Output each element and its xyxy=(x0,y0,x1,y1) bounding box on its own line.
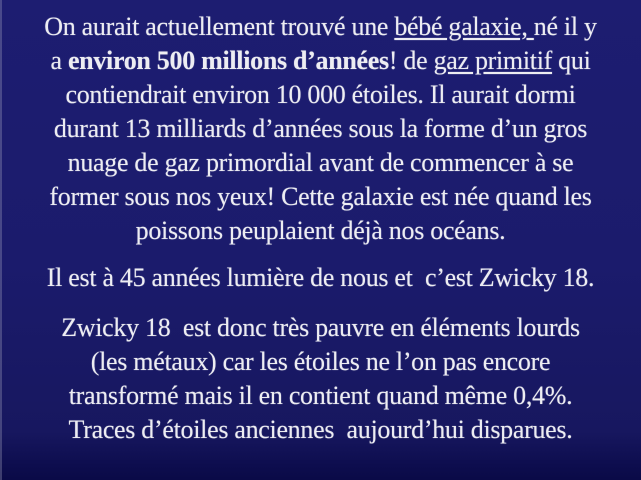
text-run: durant 13 milliards d’années sous la forme d’un gros xyxy=(53,114,588,143)
text-run: On aurait actuellement trouvé une xyxy=(44,12,395,41)
text-run: nuage de gaz primordial avant de commencer à se xyxy=(67,148,574,177)
text-run: transformé mais il en contient quand même 0,4%. xyxy=(68,381,573,410)
text-run: (les métaux) car les étoiles ne l’on pas encore xyxy=(90,347,551,376)
text-run: poissons peuplaient déjà nos océans. xyxy=(135,216,506,245)
text-run: Zwicky 18 est donc très pauvre en éléments lourds xyxy=(61,313,580,342)
text-run: Traces d’étoiles anciennes aujourd’hui disparues. xyxy=(68,415,573,444)
text-run: contiendrait environ 10 000 étoiles. Il aurait dormi xyxy=(65,80,576,109)
paragraph-composition xyxy=(6,311,635,447)
text-run: bébé galaxie, xyxy=(394,12,534,41)
text-run: Il est à 45 années lumière de nous et c’est Zwicky 18. xyxy=(46,263,595,292)
text-run: né il y xyxy=(533,12,597,41)
text-run: qui xyxy=(551,46,591,75)
text-run: ! de xyxy=(388,46,434,75)
text-run: a xyxy=(50,46,68,75)
paragraph-galaxy-discovery xyxy=(6,10,635,248)
text-run: environ 500 millions d’années xyxy=(67,46,389,75)
text-run: gaz primitif xyxy=(433,46,552,75)
paragraph-distance xyxy=(6,261,635,295)
text-run: former sous nos yeux! Cette galaxie est née quand les xyxy=(49,182,592,211)
